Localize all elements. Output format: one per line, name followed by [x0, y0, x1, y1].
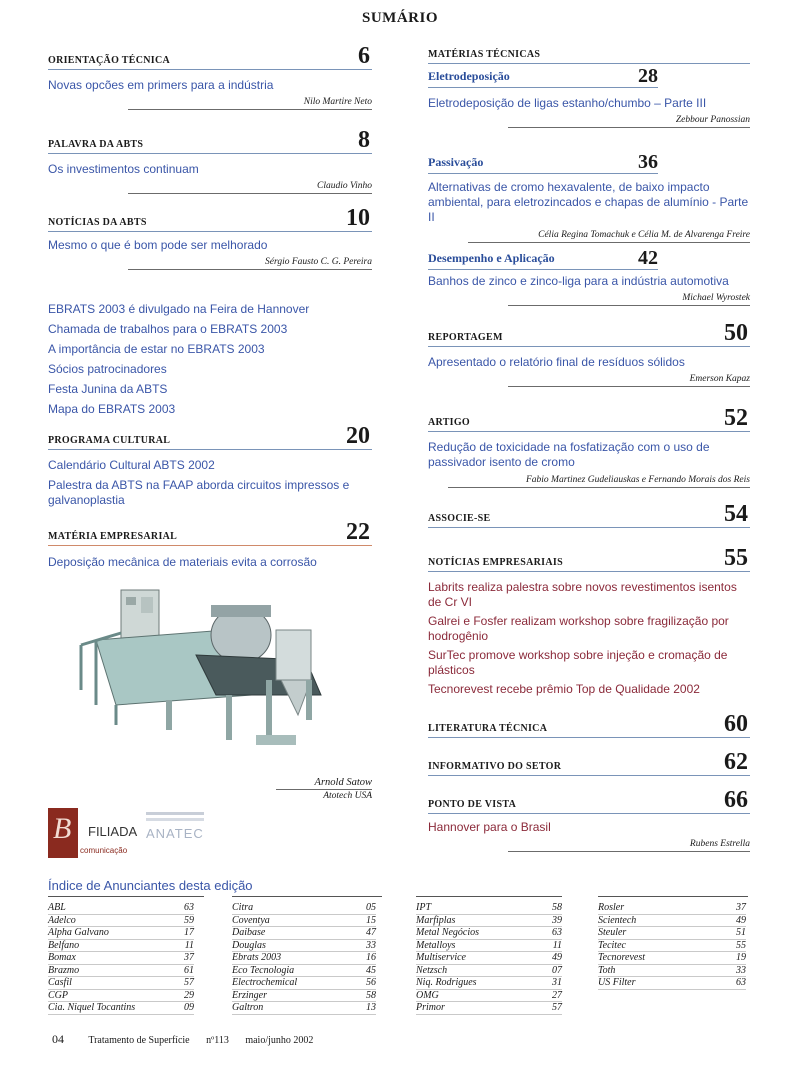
- advertiser-page: 45: [366, 964, 376, 976]
- article-title[interactable]: Novas opcões em primers para a indústria: [48, 78, 274, 92]
- advertiser-row: [598, 952, 746, 965]
- advertiser-page: 63: [552, 927, 562, 938]
- section-page-number: 62: [724, 749, 748, 775]
- subsection-desempenho: [428, 248, 750, 306]
- list-item[interactable]: Sócios patrocinadores: [48, 362, 167, 376]
- divider: [416, 896, 562, 897]
- advertiser-page: 55: [736, 939, 746, 951]
- advertiser-page: 11: [184, 939, 194, 951]
- advertiser-row: [232, 990, 376, 1003]
- advertiser-name[interactable]: Alpha Galvano: [48, 927, 109, 938]
- advertiser-name[interactable]: Daibase: [232, 927, 266, 938]
- section-label: REPORTAGEM: [428, 332, 503, 343]
- article-title[interactable]: Apresentado o relatório final de resíduos sólidos: [428, 355, 685, 369]
- advertiser-row: [416, 977, 562, 990]
- advertiser-name[interactable]: CGP: [48, 989, 68, 1001]
- advertiser-name[interactable]: Tecnorevest: [598, 952, 646, 963]
- page-footer: [52, 1032, 327, 1047]
- article-title[interactable]: Mesmo o que é bom pode ser melhorado: [48, 238, 268, 252]
- advertiser-name[interactable]: Galtron: [232, 1002, 264, 1013]
- advertiser-name[interactable]: Erzinger: [232, 989, 267, 1001]
- advertiser-row: [598, 940, 746, 953]
- advertiser-row: [48, 902, 194, 915]
- divider: [598, 896, 748, 897]
- advertiser-row: [598, 915, 746, 928]
- article-title[interactable]: Deposição mecânica de materiais evita a corrosão: [48, 555, 317, 569]
- article-title[interactable]: Redução de toxicidade na fosfatização com o uso de passivador isento de cromo: [428, 440, 710, 469]
- advertiser-row: [416, 1002, 562, 1015]
- advertiser-page: 16: [366, 952, 376, 963]
- advertiser-name[interactable]: IPT: [416, 902, 431, 913]
- section-page-number: 20: [346, 423, 370, 449]
- issue-date: maio/junho 2002: [245, 1035, 314, 1046]
- advertiser-page: 49: [736, 914, 746, 926]
- section-page-number: 66: [724, 787, 748, 813]
- section-page-number: 50: [724, 320, 748, 346]
- article-title[interactable]: Palestra da ABTS na FAAP aborda circuitos impressos e galvanoplastia: [48, 478, 350, 507]
- advertiser-row: [48, 927, 194, 940]
- author: Michael Wyrostek: [508, 293, 750, 306]
- advertiser-row: [232, 1002, 376, 1015]
- advertiser-page: 13: [366, 1002, 376, 1013]
- advertiser-name[interactable]: Niq. Rodrigues: [416, 977, 477, 988]
- section-materias-tecnicas: [428, 44, 750, 64]
- section-artigo: [428, 406, 750, 488]
- advertiser-row: [232, 902, 376, 915]
- list-item[interactable]: Mapa do EBRATS 2003: [48, 402, 176, 416]
- advertiser-name[interactable]: Bomax: [48, 952, 76, 963]
- advertiser-page: 56: [366, 977, 376, 988]
- advertiser-name[interactable]: ABL: [48, 902, 66, 913]
- advertiser-name[interactable]: OMG: [416, 989, 439, 1001]
- section-page-number: 10: [346, 205, 370, 231]
- section-materia-empresarial: [48, 520, 372, 570]
- advertiser-page: 49: [552, 952, 562, 963]
- advertiser-row: [232, 915, 376, 928]
- section-label: PROGRAMA CULTURAL: [48, 435, 171, 446]
- section-page-number: 55: [724, 545, 748, 571]
- subsection-page-number: 36: [638, 151, 658, 173]
- advertiser-name[interactable]: Steuler: [598, 927, 627, 938]
- article-title[interactable]: Eletrodeposição de ligas estanho/chumbo – Parte III: [428, 96, 707, 110]
- advertiser-page: 09: [184, 1002, 194, 1013]
- section-label: INFORMATIVO DO SETOR: [428, 761, 562, 772]
- advertiser-row: [48, 940, 194, 953]
- subsection-label: Desempenho e Aplicação: [428, 251, 555, 265]
- advertiser-row: [232, 965, 376, 978]
- advertisers-column-2: [232, 902, 376, 1015]
- section-informativo[interactable]: [428, 750, 750, 776]
- page-title: SUMÁRIO: [361, 10, 438, 26]
- materia-empresarial-credit: [276, 777, 372, 801]
- advertiser-name[interactable]: Belfano: [48, 939, 80, 951]
- list-item[interactable]: Festa Junina da ABTS: [48, 382, 168, 396]
- anatec-text: ANATEC: [146, 826, 204, 841]
- author: Sérgio Fausto C. G. Pereira: [128, 257, 372, 270]
- advertiser-name[interactable]: Scientech: [598, 914, 637, 926]
- advertiser-name[interactable]: Electrochemical: [232, 977, 298, 988]
- advertiser-name[interactable]: Marfiplas: [416, 914, 456, 926]
- noticias-list: [48, 299, 372, 419]
- advertiser-page: 33: [366, 939, 376, 951]
- advertiser-row: [416, 952, 562, 965]
- advertiser-page: 58: [552, 902, 562, 913]
- advertiser-row: [232, 927, 376, 940]
- advertiser-row: [48, 977, 194, 990]
- advertiser-row: [232, 952, 376, 965]
- advertiser-page: 31: [552, 977, 562, 988]
- section-page-number: 8: [358, 127, 370, 153]
- advertiser-name[interactable]: Brazmo: [48, 964, 80, 976]
- issue-number: nº113: [206, 1035, 229, 1046]
- advertiser-name[interactable]: Douglas: [232, 939, 266, 951]
- section-label: NOTÍCIAS DA ABTS: [48, 217, 147, 228]
- page-number: 04: [52, 1032, 64, 1046]
- advertiser-page: 57: [184, 977, 194, 988]
- advertiser-row: [48, 965, 194, 978]
- advertiser-page: 57: [552, 1002, 562, 1013]
- advertiser-row: [48, 952, 194, 965]
- advertiser-row: [48, 915, 194, 928]
- author: Rubens Estrella: [508, 839, 750, 852]
- section-programa: [48, 424, 372, 508]
- advertiser-row: [598, 927, 746, 940]
- section-label: ARTIGO: [428, 417, 471, 428]
- section-label: MATÉRIA EMPRESARIAL: [48, 531, 178, 542]
- section-page-number: 52: [724, 405, 748, 431]
- advertiser-name[interactable]: Eco Tecnologia: [232, 964, 295, 976]
- article-title[interactable]: Labrits realiza palestra sobre novos revestimentos isentos de Cr VI: [428, 580, 737, 609]
- advertiser-page: 15: [366, 914, 376, 926]
- subsection-label: Eletrodeposição: [428, 69, 510, 83]
- section-page-number: 6: [358, 43, 370, 69]
- divider: [48, 896, 204, 897]
- author: Zebbour Panossian: [508, 115, 750, 128]
- author: Fabio Martinez Gudeliauskas e Fernando Morais dos Reis: [448, 475, 750, 488]
- logo-mark-icon: B: [53, 812, 72, 845]
- article-title[interactable]: Banhos de zinco e zinco-liga para a indústria automotiva: [428, 274, 729, 288]
- advertiser-row: [416, 965, 562, 978]
- subsection-passivacao: [428, 152, 750, 243]
- list-item[interactable]: Chamada de trabalhos para o EBRATS 2003: [48, 322, 288, 336]
- anatec-logo: [146, 808, 204, 844]
- advertisers-column-1: [48, 902, 194, 1015]
- section-noticias-abts: [48, 206, 372, 270]
- advertiser-row: [598, 902, 746, 915]
- section-page-number: 54: [724, 501, 748, 527]
- author: Nilo Martire Neto: [128, 97, 372, 110]
- article-title[interactable]: Tecnorevest recebe prêmio Top de Qualidade 2002: [428, 682, 700, 696]
- section-orientacao: [48, 44, 372, 110]
- machine-illustration: [76, 575, 356, 775]
- subsection-page-number: 42: [638, 247, 658, 269]
- section-page-number: 22: [346, 519, 370, 545]
- advertiser-page: 59: [184, 914, 194, 926]
- section-label: ORIENTAÇÃO TÉCNICA: [48, 55, 170, 66]
- advertiser-page: 37: [184, 952, 194, 963]
- advertiser-row: [416, 902, 562, 915]
- advertiser-row: [416, 940, 562, 953]
- advertiser-page: 29: [184, 989, 194, 1001]
- article-title[interactable]: Galrei e Fosfer realizam workshop sobre fragilização por hodrogênio: [428, 614, 729, 643]
- advertiser-page: 58: [366, 989, 376, 1001]
- section-label: NOTÍCIAS EMPRESARIAIS: [428, 557, 563, 568]
- section-noticias-empresariais: [428, 546, 750, 697]
- section-label: PALAVRA DA ABTS: [48, 139, 144, 150]
- author: Célia Regina Tomachuk e Célia M. de Alvarenga Freire: [468, 230, 750, 243]
- advertiser-name[interactable]: US Filter: [598, 977, 636, 988]
- author: Claudio Vinho: [128, 181, 372, 194]
- list-item[interactable]: EBRATS 2003 é divulgado na Feira de Hannover: [48, 302, 310, 316]
- advertisers-column-4: [598, 902, 746, 990]
- advertiser-page: 63: [184, 902, 194, 913]
- divider: [232, 896, 382, 897]
- advertiser-page: 17: [184, 927, 194, 938]
- advertiser-row: [416, 927, 562, 940]
- section-label: ASSOCIE-SE: [428, 513, 491, 524]
- advertiser-name[interactable]: Ebrats 2003: [232, 952, 282, 963]
- article-title[interactable]: Alternativas de cromo hexavalente, de baixo impacto ambiental, para eletrozincados e chapas de alumínio - Parte II: [428, 180, 749, 224]
- section-page-number: 60: [724, 711, 748, 737]
- list-item[interactable]: A importância de estar no EBRATS 2003: [48, 342, 265, 356]
- article-title[interactable]: SurTec promove workshop sobre injeção e cromação de plásticos: [428, 648, 728, 677]
- subsection-page-number: 28: [638, 65, 658, 87]
- section-ponto-de-vista: [428, 788, 750, 852]
- section-palavra: [48, 128, 372, 194]
- advertiser-page: 63: [736, 977, 746, 988]
- advertiser-row: [232, 977, 376, 990]
- advertiser-name[interactable]: Primor: [416, 1002, 445, 1013]
- advertiser-row: [48, 1002, 194, 1015]
- advertiser-page: 07: [552, 964, 562, 976]
- advertiser-page: 37: [736, 902, 746, 913]
- author: Arnold Satow: [276, 777, 372, 790]
- advertiser-name[interactable]: Rosler: [598, 902, 625, 913]
- advertiser-page: 61: [184, 964, 194, 976]
- advertiser-page: 27: [552, 989, 562, 1001]
- section-label: LITERATURA TÉCNICA: [428, 723, 548, 734]
- company: Atotech USA: [323, 791, 372, 801]
- section-label: PONTO DE VISTA: [428, 799, 517, 810]
- section-label: MATÉRIAS TÉCNICAS: [428, 49, 541, 60]
- advertiser-name[interactable]: Casfil: [48, 977, 72, 988]
- logo-comunicacao: comunicação: [80, 846, 128, 855]
- advertiser-row: [232, 940, 376, 953]
- magazine-name: Tratamento de Superfície: [88, 1035, 190, 1046]
- advertiser-name[interactable]: Tecitec: [598, 939, 626, 951]
- advertiser-row: [416, 990, 562, 1003]
- author: Emerson Kapaz: [508, 374, 750, 387]
- publisher-logo: [48, 808, 78, 858]
- advertiser-page: 33: [736, 964, 746, 976]
- advertisers-column-3: [416, 902, 562, 1015]
- article-title[interactable]: Hannover para o Brasil: [428, 820, 551, 834]
- advertiser-page: 51: [736, 927, 746, 938]
- article-title[interactable]: Os investimentos continuam: [48, 162, 199, 176]
- section-reportagem: [428, 321, 750, 387]
- advertiser-row: [48, 990, 194, 1003]
- filiada-label: FILIADA: [88, 824, 138, 839]
- advertiser-page: 47: [366, 927, 376, 938]
- advertiser-row: [598, 977, 746, 990]
- advertiser-name[interactable]: Citra: [232, 902, 254, 913]
- advertiser-name[interactable]: Multiservice: [416, 952, 466, 963]
- advertiser-page: 11: [552, 939, 562, 951]
- advertiser-name[interactable]: Adelco: [48, 914, 76, 926]
- advertiser-row: [598, 965, 746, 978]
- advertiser-row: [416, 915, 562, 928]
- advertiser-name[interactable]: Metalloys: [416, 939, 456, 951]
- advertiser-name[interactable]: Toth: [598, 964, 616, 976]
- advertiser-name[interactable]: Metal Negócios: [416, 927, 480, 938]
- advertiser-page: 19: [736, 952, 746, 963]
- subsection-eletrodeposicao: [428, 66, 750, 128]
- section-associe-se[interactable]: [428, 502, 750, 528]
- advertisers-index-title: Índice de Anunciantes desta edição: [48, 878, 253, 893]
- subsection-label: Passivação: [428, 155, 484, 169]
- section-literatura[interactable]: [428, 712, 750, 738]
- advertiser-name[interactable]: Coventya: [232, 914, 270, 926]
- article-title[interactable]: Calendário Cultural ABTS 2002: [48, 458, 215, 472]
- advertiser-name[interactable]: Netzsch: [416, 964, 448, 976]
- advertiser-page: 39: [552, 914, 562, 926]
- advertiser-page: 05: [366, 902, 376, 913]
- advertiser-name[interactable]: Cia. Niquel Tocantins: [48, 1002, 136, 1013]
